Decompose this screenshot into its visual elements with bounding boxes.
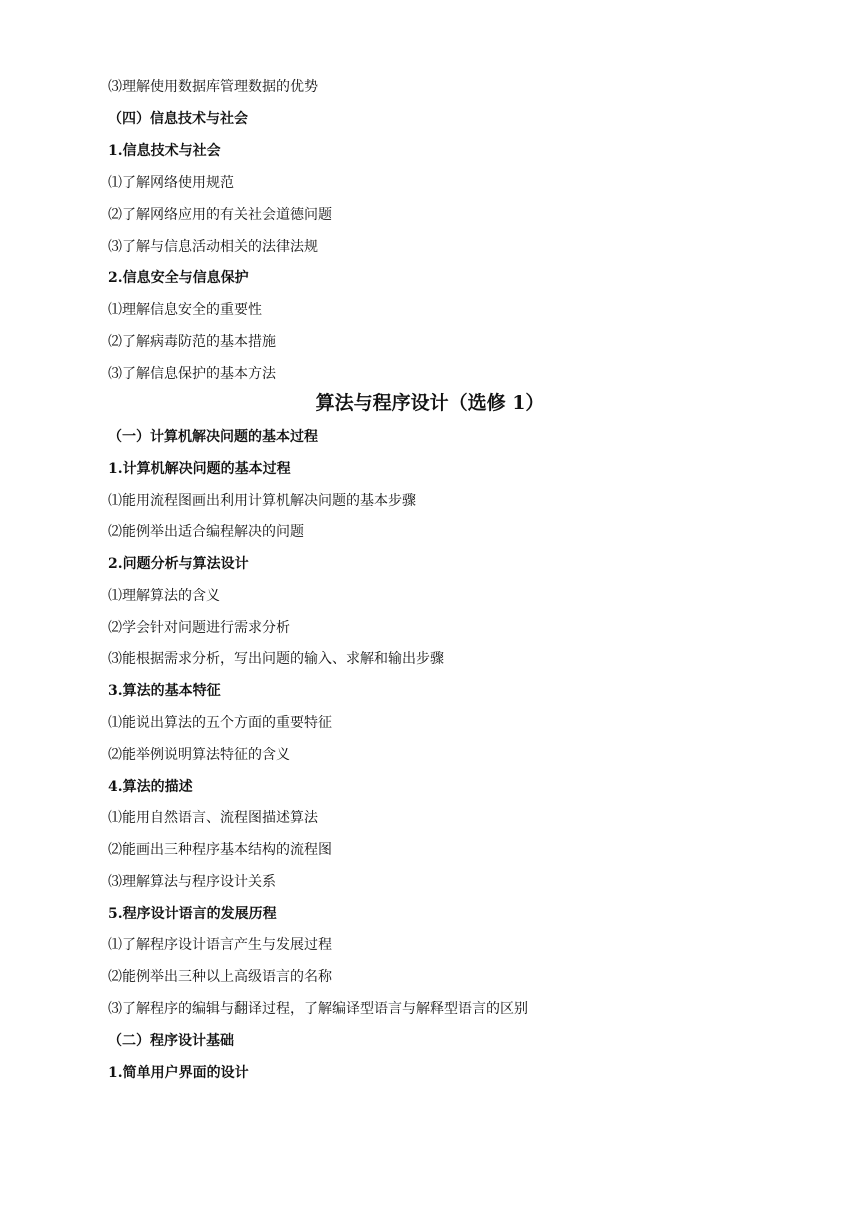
subsection-heading: 4.算法的描述 <box>108 779 193 795</box>
subsection-heading: 1.信息技术与社会 <box>108 143 221 159</box>
item-line: ⑵能例举出适合编程解决的问题 <box>108 524 304 540</box>
item-line: ⑵了解病毒防范的基本措施 <box>108 334 276 350</box>
item-line: ⑵能例举出三种以上高级语言的名称 <box>108 969 332 985</box>
subsection-heading: 2.问题分析与算法设计 <box>108 556 249 572</box>
section-heading: （四）信息技术与社会 <box>108 111 248 127</box>
subsection-heading: 1.简单用户界面的设计 <box>108 1065 249 1081</box>
item-line: ⑴理解信息安全的重要性 <box>108 302 262 318</box>
item-line: ⑵能举例说明算法特征的含义 <box>108 747 290 763</box>
item-line: ⑶理解使用数据库管理数据的优势 <box>108 79 318 95</box>
item-line: ⑵了解网络应用的有关社会道德问题 <box>108 207 332 223</box>
section-heading: （一）计算机解决问题的基本过程 <box>108 429 318 445</box>
item-line: ⑵能画出三种程序基本结构的流程图 <box>108 842 332 858</box>
subsection-heading: 2.信息安全与信息保护 <box>108 270 249 286</box>
item-line: ⑴能用流程图画出利用计算机解决问题的基本步骤 <box>108 493 416 509</box>
item-line: ⑴了解网络使用规范 <box>108 175 234 191</box>
item-line: ⑶了解与信息活动相关的法律法规 <box>108 239 318 255</box>
item-line: ⑴理解算法的含义 <box>108 588 220 604</box>
subsection-heading: 3.算法的基本特征 <box>108 683 221 699</box>
item-line: ⑶理解算法与程序设计关系 <box>108 874 276 890</box>
section-heading: （二）程序设计基础 <box>108 1033 234 1049</box>
item-line: ⑶了解信息保护的基本方法 <box>108 366 276 382</box>
item-line: ⑶能根据需求分析，写出问题的输入、求解和输出步骤 <box>108 651 444 667</box>
chapter-title: 算法与程序设计（选修 1） <box>315 392 545 414</box>
item-line: ⑵学会针对问题进行需求分析 <box>108 620 290 636</box>
item-line: ⑴了解程序设计语言产生与发展过程 <box>108 937 332 953</box>
item-line: ⑶了解程序的编辑与翻译过程，了解编译型语言与解释型语言的区别 <box>108 1001 528 1017</box>
item-line: ⑴能用自然语言、流程图描述算法 <box>108 810 318 826</box>
subsection-heading: 1.计算机解决问题的基本过程 <box>108 461 291 477</box>
subsection-heading: 5.程序设计语言的发展历程 <box>108 906 277 922</box>
item-line: ⑴能说出算法的五个方面的重要特征 <box>108 715 332 731</box>
